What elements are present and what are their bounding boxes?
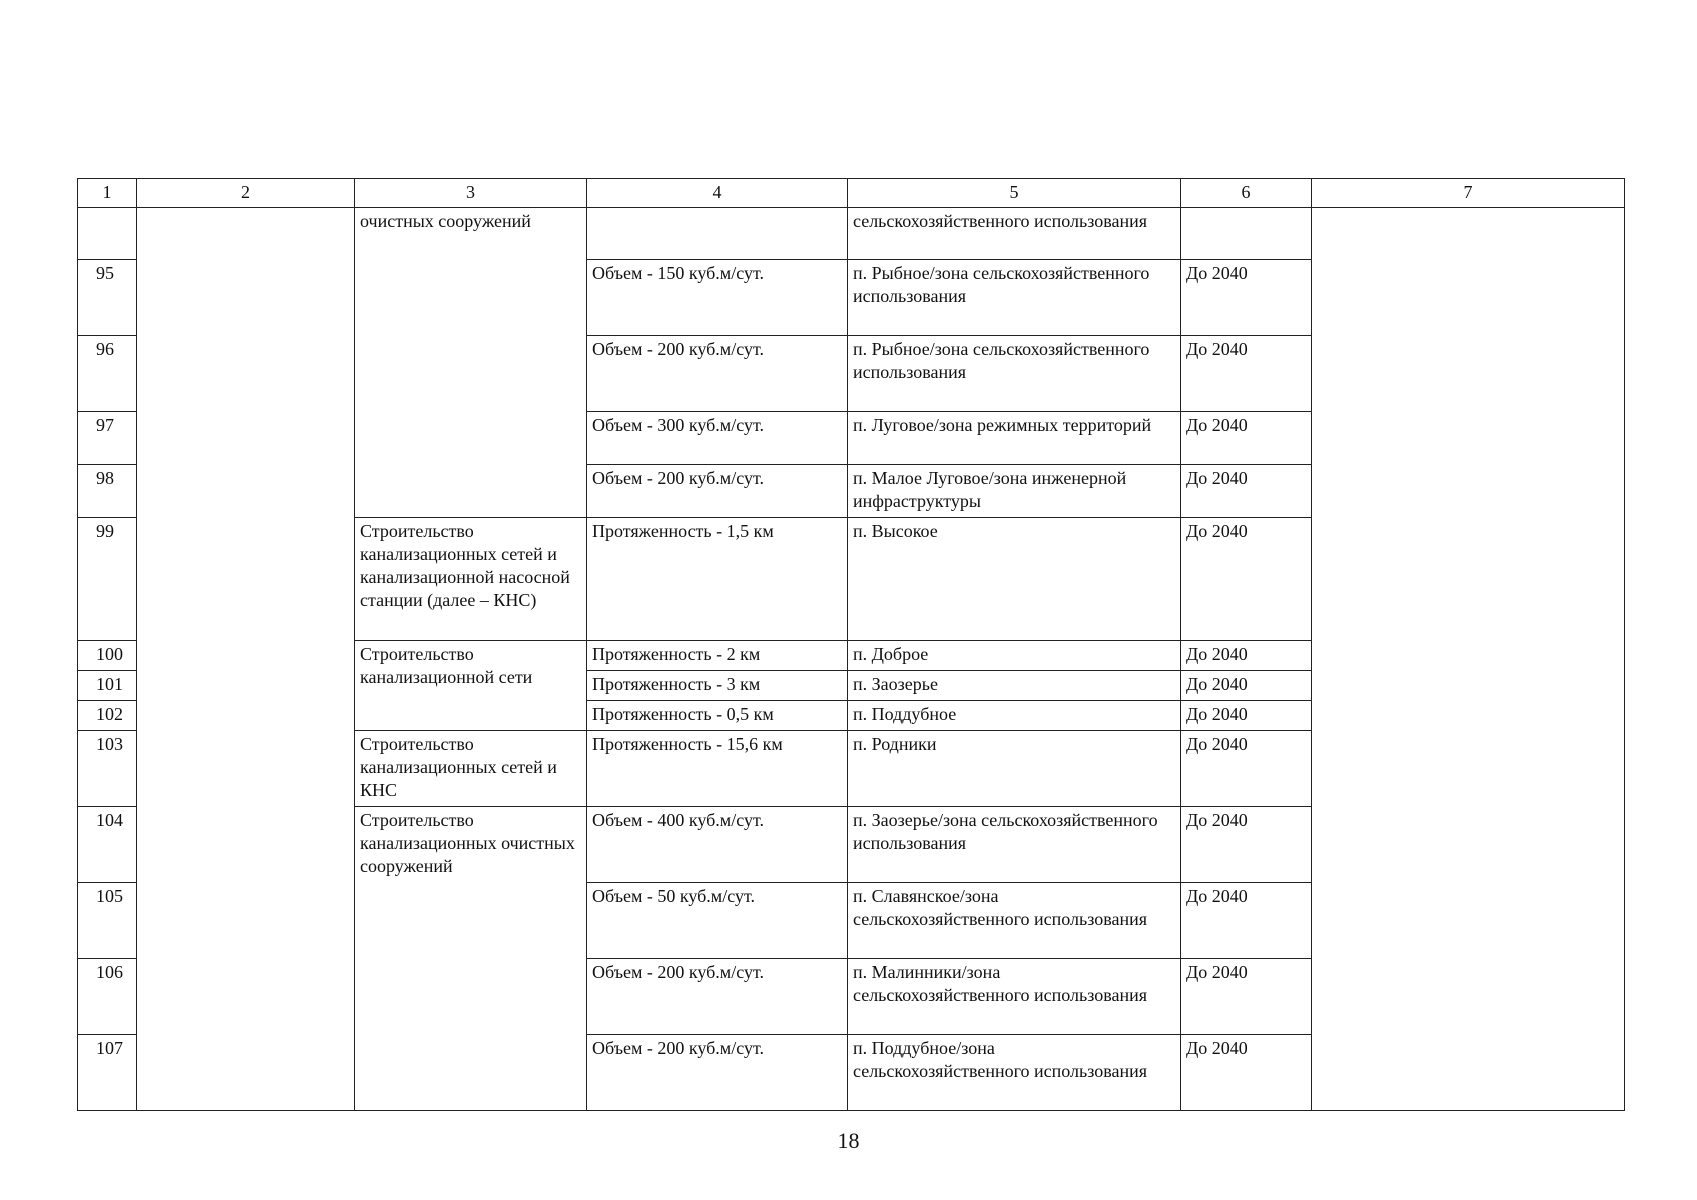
header-cell-6: 6: [1181, 179, 1312, 208]
table-row: [78, 208, 1625, 260]
location-cell: п. Поддубное/зона сельскохозяйственного использования: [848, 1035, 1181, 1111]
location-cell: п. Заозерье/зона сельскохозяйственного использования: [848, 807, 1181, 883]
header-cell-4: 4: [587, 179, 848, 208]
row-number: 96: [78, 336, 137, 412]
work-description: Строительство канализационной сети: [355, 641, 587, 731]
column-2-cell: [137, 208, 355, 1111]
header-cell-3: 3: [355, 179, 587, 208]
row-number: 101: [78, 671, 137, 701]
capacity-cell: Объем - 200 куб.м/сут.: [587, 959, 848, 1035]
row-number: 104: [78, 807, 137, 883]
deadline-cell: [1181, 208, 1312, 260]
row-number: 103: [78, 731, 137, 807]
deadline-cell: До 2040: [1181, 641, 1312, 671]
row-number: 100: [78, 641, 137, 671]
capacity-cell: Протяженность - 1,5 км: [587, 518, 848, 641]
deadline-cell: До 2040: [1181, 959, 1312, 1035]
capacity-cell: Объем - 50 куб.м/сут.: [587, 883, 848, 959]
row-number: 106: [78, 959, 137, 1035]
work-description: очистных сооружений: [355, 208, 587, 518]
work-description: Строительство канализационных очистных сооружений: [355, 807, 587, 1111]
location-cell: п. Родники: [848, 731, 1181, 807]
row-number: 99: [78, 518, 137, 641]
deadline-cell: До 2040: [1181, 701, 1312, 731]
infrastructure-table: [77, 178, 1625, 1111]
location-cell: п. Доброе: [848, 641, 1181, 671]
deadline-cell: До 2040: [1181, 336, 1312, 412]
work-description: Строительство канализационных сетей и КНС: [355, 731, 587, 807]
capacity-cell: Объем - 400 куб.м/сут.: [587, 807, 848, 883]
deadline-cell: До 2040: [1181, 731, 1312, 807]
location-cell: п. Заозерье: [848, 671, 1181, 701]
location-cell: п. Малое Луговое/зона инженерной инфраструктуры: [848, 465, 1181, 518]
row-number: 95: [78, 260, 137, 336]
location-cell: п. Рыбное/зона сельскохозяйственного использования: [848, 336, 1181, 412]
header-cell-1: 1: [78, 179, 137, 208]
capacity-cell: Объем - 200 куб.м/сут.: [587, 1035, 848, 1111]
capacity-cell: Протяженность - 0,5 км: [587, 701, 848, 731]
row-number: [78, 208, 137, 260]
capacity-cell: Протяженность - 2 км: [587, 641, 848, 671]
deadline-cell: До 2040: [1181, 1035, 1312, 1111]
header-cell-2: 2: [137, 179, 355, 208]
capacity-cell: [587, 208, 848, 260]
row-number: 98: [78, 465, 137, 518]
header-cell-7: 7: [1312, 179, 1625, 208]
header-cell-5: 5: [848, 179, 1181, 208]
deadline-cell: До 2040: [1181, 260, 1312, 336]
capacity-cell: Объем - 300 куб.м/сут.: [587, 412, 848, 465]
deadline-cell: До 2040: [1181, 518, 1312, 641]
column-7-cell: [1312, 208, 1625, 1111]
header-row: [78, 179, 1625, 208]
deadline-cell: До 2040: [1181, 671, 1312, 701]
location-cell: п. Малинники/зона сельскохозяйственного использования: [848, 959, 1181, 1035]
row-number: 105: [78, 883, 137, 959]
location-cell: п. Луговое/зона режимных территорий: [848, 412, 1181, 465]
location-cell: сельскохозяйственного использования: [848, 208, 1181, 260]
capacity-cell: Объем - 200 куб.м/сут.: [587, 465, 848, 518]
location-cell: п. Высокое: [848, 518, 1181, 641]
page-number: 18: [837, 1128, 860, 1153]
work-description: Строительство канализационных сетей и канализационной насосной станции (далее – КНС): [355, 518, 587, 641]
capacity-cell: Протяженность - 15,6 км: [587, 731, 848, 807]
location-cell: п. Поддубное: [848, 701, 1181, 731]
capacity-cell: Протяженность - 3 км: [587, 671, 848, 701]
deadline-cell: До 2040: [1181, 412, 1312, 465]
deadline-cell: До 2040: [1181, 883, 1312, 959]
deadline-cell: До 2040: [1181, 807, 1312, 883]
location-cell: п. Славянское/зона сельскохозяйственного использования: [848, 883, 1181, 959]
row-number: 107: [78, 1035, 137, 1111]
capacity-cell: Объем - 150 куб.м/сут.: [587, 260, 848, 336]
row-number: 97: [78, 412, 137, 465]
deadline-cell: До 2040: [1181, 465, 1312, 518]
capacity-cell: Объем - 200 куб.м/сут.: [587, 336, 848, 412]
row-number: 102: [78, 701, 137, 731]
location-cell: п. Рыбное/зона сельскохозяйственного использования: [848, 260, 1181, 336]
